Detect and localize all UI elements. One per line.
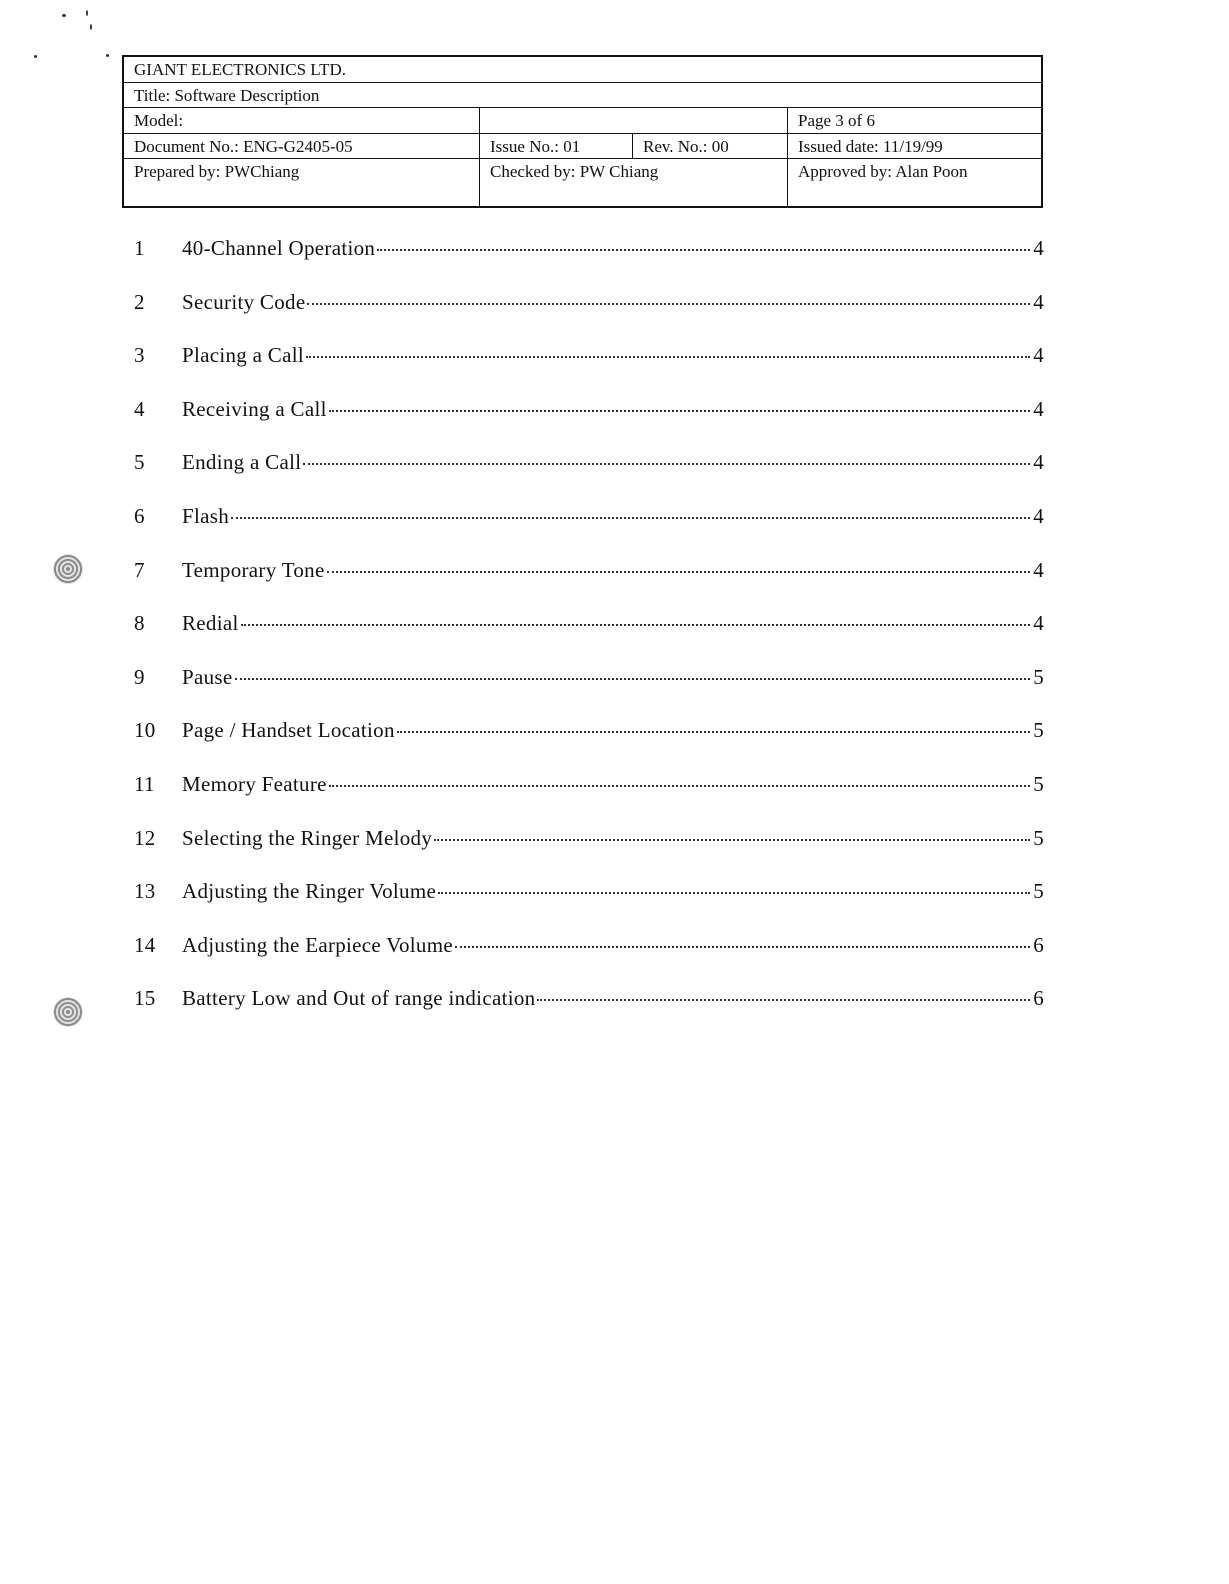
toc-page: 6	[1033, 932, 1044, 957]
toc-title: Flash	[182, 503, 230, 528]
toc-number: 13	[134, 879, 156, 904]
toc-leader-dots	[307, 303, 1030, 305]
toc-number: 9	[134, 664, 145, 689]
toc-number: 8	[134, 611, 145, 636]
model-mid-cell	[479, 108, 787, 133]
document-number: Document No.: ENG-G2405-05	[134, 137, 353, 156]
toc-entry	[134, 343, 1044, 397]
toc-page: 4	[1033, 503, 1044, 528]
scan-speck	[34, 55, 37, 58]
toc-leader-dots	[235, 678, 1031, 680]
toc-page: 5	[1033, 771, 1044, 796]
toc-number: 11	[134, 771, 155, 796]
toc-page: 4	[1033, 450, 1044, 475]
toc-leader-dots	[329, 785, 1030, 787]
toc-number: 5	[134, 450, 145, 475]
toc-leader-dots	[438, 892, 1030, 894]
revision-number: Rev. No.: 00	[632, 134, 787, 158]
issued-date: Issued date: 11/19/99	[787, 134, 1041, 158]
toc-entry	[134, 826, 1044, 880]
toc-leader-dots	[327, 571, 1030, 573]
toc-leader-dots	[434, 839, 1030, 841]
table-of-contents	[134, 236, 1044, 1040]
toc-page: 6	[1033, 986, 1044, 1011]
toc-number: 10	[134, 718, 156, 743]
toc-page: 4	[1033, 343, 1044, 368]
toc-entry	[134, 504, 1044, 558]
toc-number: 7	[134, 557, 145, 582]
toc-entry	[134, 611, 1044, 665]
checked-by: Checked by: PW Chiang	[479, 159, 787, 206]
toc-leader-dots	[397, 731, 1030, 733]
toc-leader-dots	[377, 249, 1030, 251]
toc-page: 5	[1033, 664, 1044, 689]
scan-speck	[62, 14, 66, 17]
toc-title: Ending a Call	[182, 450, 302, 475]
toc-entry	[134, 397, 1044, 451]
toc-leader-dots	[455, 946, 1030, 948]
toc-title: Adjusting the Earpiece Volume	[182, 932, 453, 957]
header-row-title	[124, 83, 1041, 108]
toc-page: 4	[1033, 396, 1044, 421]
document-title: Title: Software Description	[134, 86, 320, 105]
toc-entry	[134, 879, 1044, 933]
toc-page: 4	[1033, 611, 1044, 636]
toc-page: 5	[1033, 718, 1044, 743]
toc-entry	[134, 986, 1044, 1040]
toc-page: 5	[1033, 825, 1044, 850]
approved-by: Approved by: Alan Poon	[787, 159, 1041, 206]
toc-leader-dots	[241, 624, 1030, 626]
toc-title: Memory Feature	[182, 771, 327, 796]
toc-title: Adjusting the Ringer Volume	[182, 879, 437, 904]
toc-leader-dots	[303, 463, 1030, 465]
toc-number: 4	[134, 396, 145, 421]
toc-title: Temporary Tone	[182, 557, 325, 582]
toc-leader-dots	[537, 999, 1030, 1001]
page-number: Page 3 of 6	[787, 108, 1041, 133]
header-row-model	[124, 108, 1041, 134]
toc-number: 6	[134, 503, 145, 528]
toc-page: 4	[1033, 557, 1044, 582]
toc-entry	[134, 236, 1044, 290]
header-row-company	[124, 57, 1041, 83]
toc-entry	[134, 290, 1044, 344]
toc-title: Battery Low and Out of range indication	[182, 986, 536, 1011]
header-row-signoff	[124, 159, 1041, 206]
scan-speck	[86, 10, 88, 16]
toc-title: Pause	[182, 664, 233, 689]
toc-title: Selecting the Ringer Melody	[182, 825, 433, 850]
toc-title: Security Code	[182, 289, 306, 314]
scan-speck	[106, 54, 109, 57]
toc-page: 5	[1033, 879, 1044, 904]
toc-number: 1	[134, 236, 145, 260]
toc-title: Receiving a Call	[182, 396, 327, 421]
toc-entry	[134, 450, 1044, 504]
toc-title: Page / Handset Location	[182, 718, 395, 743]
toc-page: 4	[1033, 236, 1044, 260]
toc-number: 2	[134, 289, 145, 314]
document-header-table	[122, 55, 1043, 208]
toc-number: 12	[134, 825, 156, 850]
punch-hole-icon	[53, 554, 83, 584]
toc-title: 40-Channel Operation	[182, 236, 376, 260]
company-name: GIANT ELECTRONICS LTD.	[134, 60, 347, 79]
toc-number: 14	[134, 932, 156, 957]
model-field: Model:	[134, 111, 184, 130]
prepared-by: Prepared by: PWChiang	[134, 162, 300, 181]
toc-number: 15	[134, 986, 156, 1011]
issue-number: Issue No.: 01	[479, 134, 632, 158]
punch-hole-icon	[53, 997, 83, 1027]
toc-entry	[134, 718, 1044, 772]
toc-entry	[134, 665, 1044, 719]
toc-title: Redial	[182, 611, 239, 636]
toc-leader-dots	[329, 410, 1030, 412]
toc-title: Placing a Call	[182, 343, 305, 368]
toc-entry	[134, 558, 1044, 612]
toc-number: 3	[134, 343, 145, 368]
toc-entry	[134, 772, 1044, 826]
toc-entry	[134, 933, 1044, 987]
toc-leader-dots	[306, 356, 1030, 358]
scan-speck	[90, 24, 92, 30]
header-row-document	[124, 134, 1041, 159]
toc-leader-dots	[231, 517, 1030, 519]
toc-page: 4	[1033, 289, 1044, 314]
